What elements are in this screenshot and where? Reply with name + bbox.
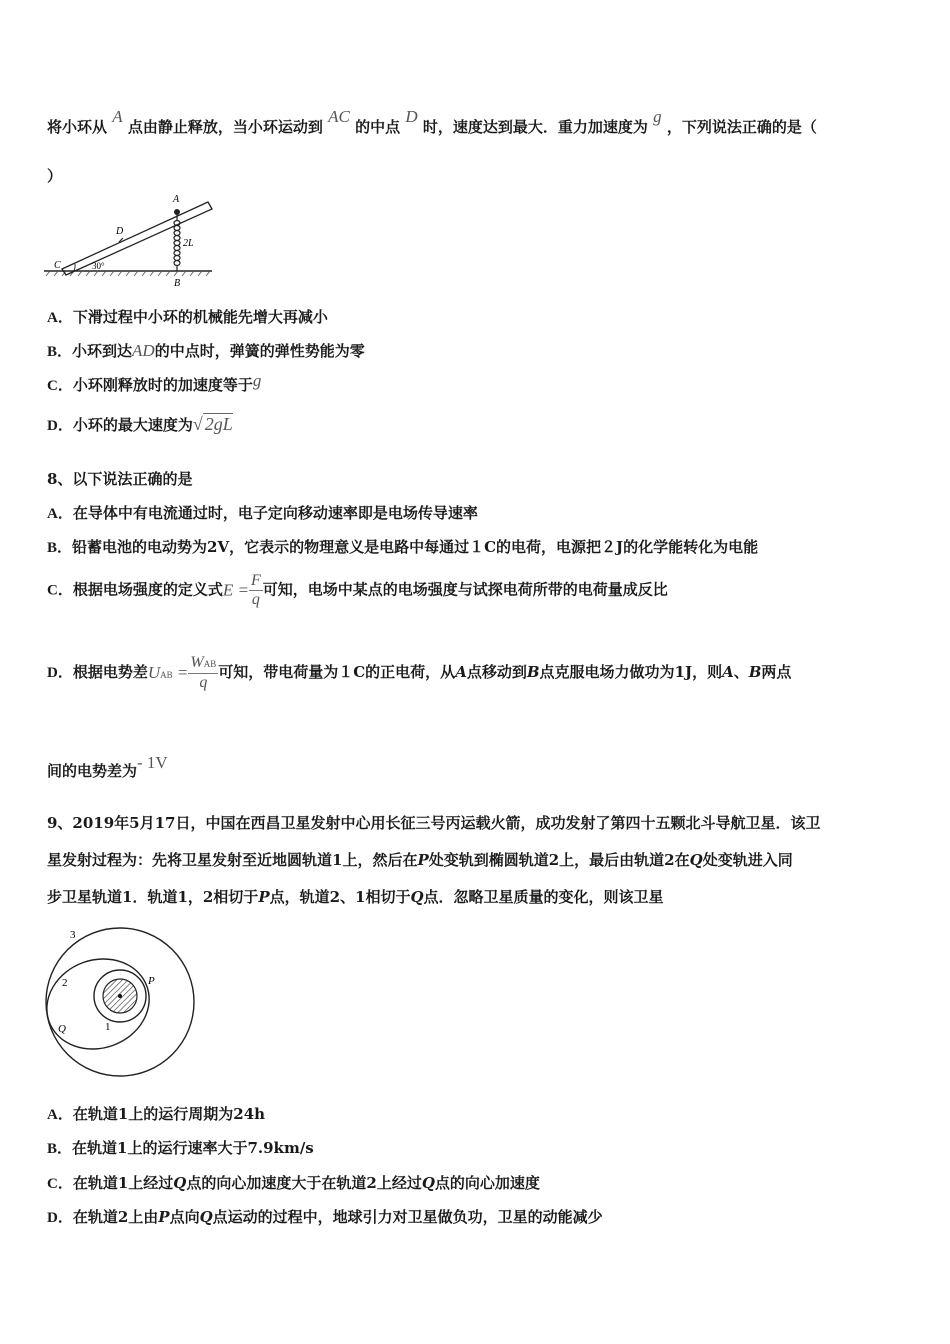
q9-option-D: D．在轨道2上由P点向Q点运动的过程中，地球引力对卫星做负功，卫星的动能减少 xyxy=(47,1208,603,1226)
ring xyxy=(174,209,180,215)
q7-incline-figure xyxy=(44,192,216,288)
angle-arc xyxy=(74,264,75,271)
q8-option-A: A．在导体中有电流通过时，电子定向移动速率即是电场传导速率 xyxy=(47,504,478,522)
var-A: A xyxy=(112,107,123,126)
earth-center xyxy=(118,994,122,998)
q8-option-D: D．根据电势差UAB = $\frac{\text{WAB}}{q}$ 可知，带电荷量为１C的正电荷，从A点移动到B点克服电场力做功为1J，则A、B两点 xyxy=(47,654,792,691)
q7-option-A: A．下滑过程中小环的机械能先增大再减小 xyxy=(47,308,328,326)
label-D: D xyxy=(116,226,124,237)
q9-stem-line-2: 星发射过程为：先将卫星发射至近地圆轨道1上，然后在P处变轨到椭圆轨道2上，最后由轨道2在Q处变轨进入同 xyxy=(47,851,793,869)
q8-stem: 8、以下说法正确的是 xyxy=(47,470,193,488)
sqrt-expression: √ 2gL xyxy=(192,414,233,434)
q7-option-C: C．小环刚释放时的加速度等于g xyxy=(47,371,262,394)
potential-difference-value: - 1V xyxy=(137,753,168,772)
q9-option-A: A．在轨道1上的运行周期为24h xyxy=(47,1105,266,1123)
q7-option-D: D．小环的最大速度为√ 2gL xyxy=(47,414,233,434)
q8-option-B: B．铅蓄电池的电动势为2V，它表示的物理意义是电路中每通过１C的电荷，电源把２J的化学能转化为电能 xyxy=(47,538,759,556)
var-g: g xyxy=(653,107,662,126)
q7-stem-close: ） xyxy=(47,167,63,185)
label-orbit-3: 3 xyxy=(70,929,76,941)
fraction-W-over-q: $\frac{\text{WAB}}{q}$ xyxy=(190,654,217,691)
label-Q: Q xyxy=(58,1023,66,1035)
label-B: B xyxy=(174,278,181,288)
q9-option-B: B．在轨道1上的运行速率大于7.9km/s xyxy=(47,1139,314,1157)
spring xyxy=(174,214,180,271)
label-2L: 2L xyxy=(183,238,194,249)
q9-stem-line-3: 步卫星轨道1．轨道1，2相切于P点，轨道2、1相切于Q点．忽略卫星质量的变化，则该卫星 xyxy=(47,888,664,906)
label-A: A xyxy=(173,194,180,205)
label-orbit-2: 2 xyxy=(62,977,68,989)
label-orbit-1: 1 xyxy=(105,1021,111,1033)
q8-option-C: C．根据电场强度的定义式E = $\frac{F}{q}$ 可知，电场中某点的电场强度与试探电荷所带的电荷量成反比 xyxy=(47,572,668,608)
q7-stem-line-1: 将小环从 A 点由静止释放，当小环运动到 AC 的中点 D 时，速度达到最大．重力加速度为 g ，下列说法正确的是（ xyxy=(47,107,817,136)
label-P: P xyxy=(148,975,155,987)
var-AC: AC xyxy=(328,107,350,126)
q9-option-C: C．在轨道1上经过Q点的向心加速度大于在轨道2上经过Q点的向心加速度 xyxy=(47,1174,540,1192)
fraction-F-over-q: $\frac{F}{q}$ xyxy=(250,572,261,608)
q8-option-D-continued: 间的电势差为- 1V xyxy=(47,753,168,780)
label-C: C xyxy=(54,260,61,271)
q7-option-B: B．小环到达AD的中点时，弹簧的弹性势能为零 xyxy=(47,341,365,360)
q9-stem-line-1: 9、2019年5月17日，中国在西昌卫星发射中心用长征三号丙运载火箭，成功发射了第四十五颗北斗导航卫星．该卫 xyxy=(47,814,821,832)
label-angle: 30° xyxy=(92,261,105,271)
var-D: D xyxy=(405,107,418,126)
q9-orbit-figure xyxy=(42,924,200,1080)
